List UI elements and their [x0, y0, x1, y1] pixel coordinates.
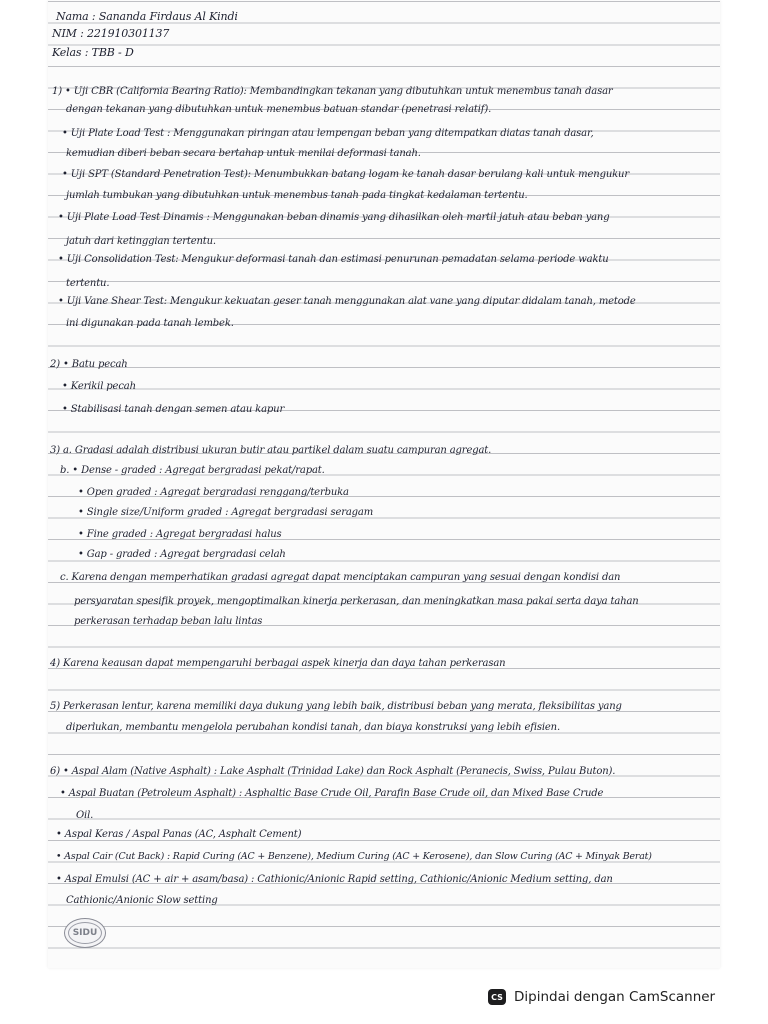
sidu-stamp-text: SIDU	[68, 922, 102, 944]
answer-1-line-4: kemudian diberi beban secara bertahap untuk menilai deformasi tanah.	[66, 148, 421, 159]
answer-6-line-7: Cathionic/Anionic Slow setting	[66, 895, 218, 906]
answer-3-line-9: perkerasan terhadap beban lalu lintas	[74, 616, 263, 627]
answer-1-line-1: 1) • Uji CBR (California Bearing Ratio): Membandingkan tekanan yang dibutuhkan untuk menembus tanah dasar	[52, 86, 613, 97]
answer-6-line-2: • Aspal Buatan (Petroleum Asphalt) : Asphaltic Base Crude Oil, Parafin Base Crude oil, dan Mixed Base Crude	[60, 788, 604, 799]
sidu-paper-stamp	[64, 918, 106, 948]
answer-1-line-2: dengan tekanan yang dibutuhkan untuk menembus batuan standar (penetrasi relatif).	[66, 104, 492, 115]
answer-3-line-4: • Single size/Uniform graded : Agregat bergradasi seragam	[78, 507, 374, 518]
answer-5-line-1: 5) Perkerasan lentur, karena memiliki daya dukung yang lebih baik, distribusi beban yang merata, fleksibilitas yang	[50, 701, 622, 712]
answer-3-line-1: 3) a. Gradasi adalah distribusi ukuran butir atau partikel dalam suatu campuran agregat.	[50, 445, 492, 456]
answer-3-line-7: c. Karena dengan memperhatikan gradasi agregat dapat menciptakan campuran yang sesuai dengan kondisi dan	[60, 572, 621, 583]
answer-6-line-4: • Aspal Keras / Aspal Panas (AC, Asphalt Cement)	[56, 829, 302, 840]
answer-6-line-5: • Aspal Cair (Cut Back) : Rapid Curing (AC + Benzene), Medium Curing (AC + Kerosene), dan Slow Curing (AC + Minyak Berat)	[56, 851, 652, 862]
answer-1-line-9: • Uji Consolidation Test: Mengukur deformasi tanah dan estimasi penurunan pemadatan selama periode waktu	[58, 254, 609, 265]
answer-1-line-5: • Uji SPT (Standard Penetration Test): Menumbukkan batang logam ke tanah dasar berulang kali untuk mengukur	[62, 169, 629, 180]
answer-1-line-7: • Uji Plate Load Test Dinamis : Menggunakan beban dinamis yang dihasilkan oleh martil jatuh atau beban yang	[58, 212, 610, 223]
answer-4-line-1: 4) Karena keausan dapat mempengaruhi berbagai aspek kinerja dan daya tahan perkerasan	[50, 658, 506, 669]
answer-6-line-6: • Aspal Emulsi (AC + air + asam/basa) : Cathionic/Anionic Rapid setting, Cathionic/Anionic Medium setting, dan	[56, 874, 613, 885]
answer-2-line-2: • Kerikil pecah	[62, 381, 136, 392]
answer-3-line-5: • Fine graded : Agregat bergradasi halus	[78, 529, 282, 540]
camscanner-watermark	[474, 982, 756, 1012]
answer-3-line-3: • Open graded : Agregat bergradasi renggang/terbuka	[78, 487, 349, 498]
student-name: Nama : Sananda Firdaus Al Kindi	[56, 10, 238, 23]
answer-1-line-8: jatuh dari ketinggian tertentu.	[66, 236, 216, 247]
answer-6-line-3: Oil.	[76, 810, 94, 821]
answer-5-line-2: diperlukan, membantu mengelola perubahan kondisi tanah, dan biaya konstruksi yang lebih efisien.	[66, 722, 560, 733]
answer-3-line-8: persyaratan spesifik proyek, mengoptimalkan kinerja perkerasan, dan meningkatkan masa pakai serta daya tahan	[74, 596, 639, 607]
answer-1-line-11: • Uji Vane Shear Test: Mengukur kekuatan geser tanah menggunakan alat vane yang diputar didalam tanah, metode	[58, 296, 636, 307]
camscanner-logo-icon: CS	[488, 989, 506, 1005]
answer-3-line-6: • Gap - graded : Agregat bergradasi celah	[78, 549, 286, 560]
answer-2-line-3: • Stabilisasi tanah dengan semen atau kapur	[62, 404, 285, 415]
lined-paper-sheet	[48, 0, 720, 968]
answer-1-line-12: ini digunakan pada tanah lembek.	[66, 318, 234, 329]
answer-1-line-3: • Uji Plate Load Test : Menggunakan piringan atau lempengan beban yang ditempatkan diatas tanah dasar,	[62, 128, 594, 139]
answer-6-line-1: 6) • Aspal Alam (Native Asphalt) : Lake Asphalt (Trinidad Lake) dan Rock Asphalt (Peranecis, Swiss, Pulau Buton).	[50, 766, 616, 777]
answer-1-line-10: tertentu.	[66, 278, 110, 289]
answer-3-line-2: b. • Dense - graded : Agregat bergradasi pekat/rapat.	[60, 465, 325, 476]
student-nim: NIM : 221910301137	[52, 27, 170, 40]
camscanner-text: Dipindai dengan CamScanner	[514, 989, 716, 1005]
student-class: Kelas : TBB - D	[52, 46, 134, 59]
answer-2-line-1: 2) • Batu pecah	[50, 359, 128, 370]
answer-1-line-6: jumlah tumbukan yang dibutuhkan untuk menembus tanah pada tingkat kedalaman tertentu.	[66, 190, 528, 201]
